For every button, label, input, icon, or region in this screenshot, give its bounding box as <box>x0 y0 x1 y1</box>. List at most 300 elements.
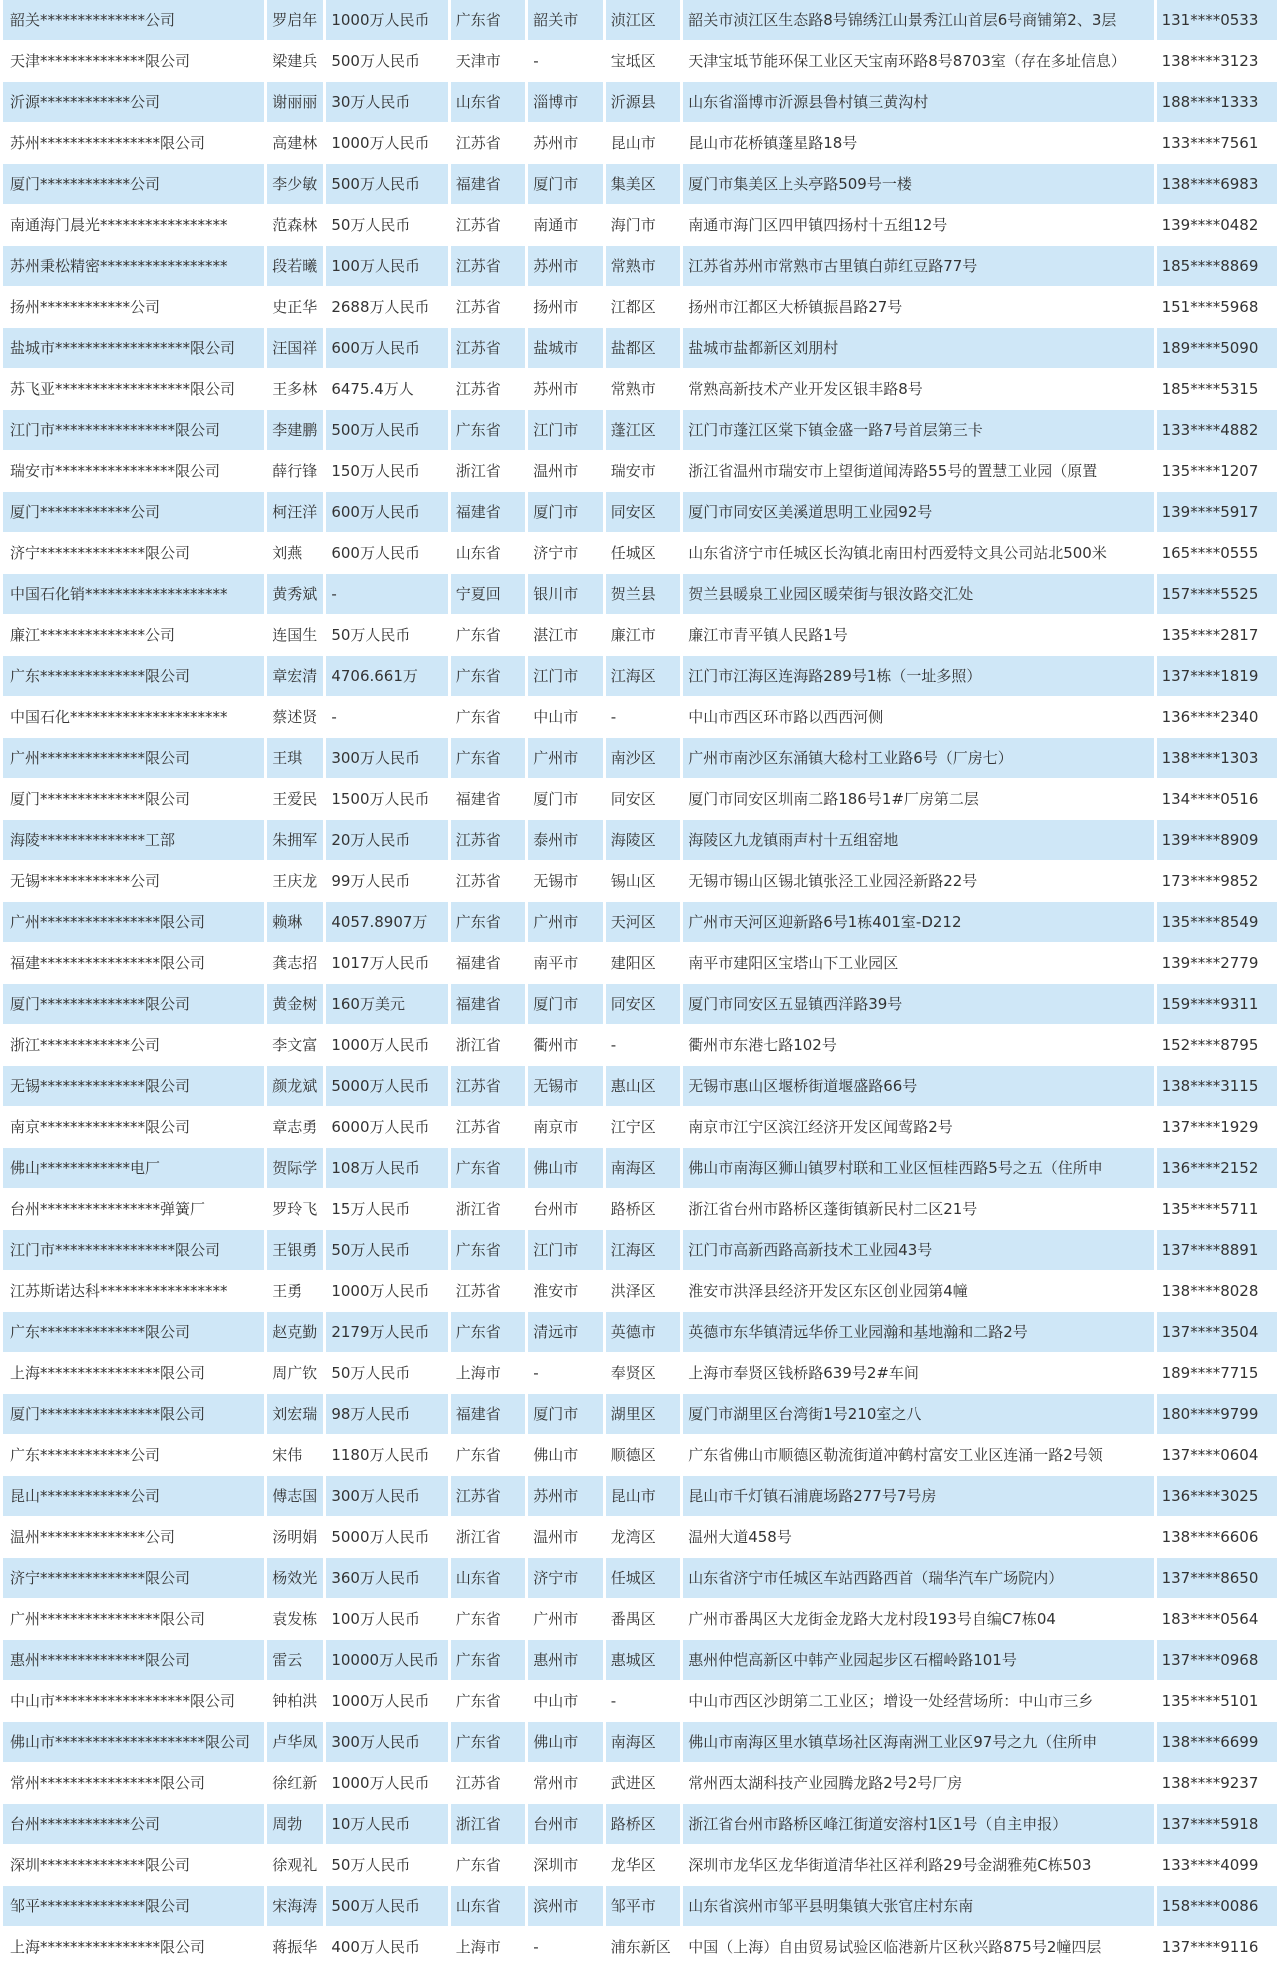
district-cell: 邹平市 <box>606 1886 680 1927</box>
table-row <box>3 1353 1277 1394</box>
phone-cell: 133****7561 <box>1157 123 1277 164</box>
legal-person-cell: 王银勇 <box>267 1230 323 1271</box>
address-cell: 山东省滨州市邹平县明集镇大张官庄村东南 <box>683 1886 1153 1927</box>
address-cell: 廉江市青平镇人民路1号 <box>683 615 1153 656</box>
legal-person-cell: 龚志招 <box>267 943 323 984</box>
district-cell: 同安区 <box>606 984 680 1025</box>
phone-cell: 136****2340 <box>1157 697 1277 738</box>
district-cell: 龙湾区 <box>606 1517 680 1558</box>
company-name-cell: 广州****************限公司 <box>3 902 264 943</box>
phone-cell: 137****1929 <box>1157 1107 1277 1148</box>
legal-person-cell: 罗启年 <box>267 0 323 41</box>
address-cell: 广东省佛山市顺德区勒流街道冲鹤村富安工业区连涌一路2号领 <box>683 1435 1153 1476</box>
district-cell: 昆山市 <box>606 1476 680 1517</box>
registered-capital-cell: 1000万人民币 <box>326 1763 447 1804</box>
province-cell: 山东省 <box>451 82 525 123</box>
province-cell: 江苏省 <box>451 1066 525 1107</box>
phone-cell: 165****0555 <box>1157 533 1277 574</box>
city-cell: 南京市 <box>528 1107 602 1148</box>
table-row <box>3 1886 1277 1927</box>
address-cell: 贺兰县暖泉工业园区暖荣街与银汝路交汇处 <box>683 574 1153 615</box>
table-row <box>3 1763 1277 1804</box>
phone-cell: 137****0604 <box>1157 1435 1277 1476</box>
registered-capital-cell: 500万人民币 <box>326 410 447 451</box>
company-name-cell: 常州****************限公司 <box>3 1763 264 1804</box>
city-cell: 清远市 <box>528 1312 602 1353</box>
province-cell: 江苏省 <box>451 205 525 246</box>
address-cell: 衢州市东港七路102号 <box>683 1025 1153 1066</box>
company-name-cell: 上海****************限公司 <box>3 1353 264 1394</box>
city-cell: 苏州市 <box>528 123 602 164</box>
legal-person-cell: 柯汪洋 <box>267 492 323 533</box>
district-cell: 贺兰县 <box>606 574 680 615</box>
address-cell: 江门市蓬江区棠下镇金盛一路7号首层第三卡 <box>683 410 1153 451</box>
address-cell: 无锡市惠山区堰桥街道堰盛路66号 <box>683 1066 1153 1107</box>
phone-cell: 189****7715 <box>1157 1353 1277 1394</box>
registered-capital-cell: 108万人民币 <box>326 1148 447 1189</box>
phone-cell: 133****4882 <box>1157 410 1277 451</box>
city-cell: 广州市 <box>528 738 602 779</box>
company-name-cell: 济宁**************限公司 <box>3 1558 264 1599</box>
company-name-cell: 深圳**************限公司 <box>3 1845 264 1886</box>
phone-cell: 138****8028 <box>1157 1271 1277 1312</box>
district-cell: 奉贤区 <box>606 1353 680 1394</box>
legal-person-cell: 薛行锋 <box>267 451 323 492</box>
table-row <box>3 1640 1277 1681</box>
registered-capital-cell: 10000万人民币 <box>326 1640 447 1681</box>
city-cell: 广州市 <box>528 1599 602 1640</box>
city-cell: 佛山市 <box>528 1148 602 1189</box>
registered-capital-cell: 10万人民币 <box>326 1804 447 1845</box>
phone-cell: 138****6606 <box>1157 1517 1277 1558</box>
province-cell: 广东省 <box>451 1435 525 1476</box>
table-row <box>3 1476 1277 1517</box>
district-cell: 浈江区 <box>606 0 680 41</box>
province-cell: 广东省 <box>451 1312 525 1353</box>
company-name-cell: 厦门************公司 <box>3 492 264 533</box>
city-cell: 厦门市 <box>528 164 602 205</box>
legal-person-cell: 王爱民 <box>267 779 323 820</box>
address-cell: 浙江省温州市瑞安市上望街道闻涛路55号的置慧工业园（原置 <box>683 451 1153 492</box>
province-cell: 广东省 <box>451 1845 525 1886</box>
legal-person-cell: 王勇 <box>267 1271 323 1312</box>
legal-person-cell: 李少敏 <box>267 164 323 205</box>
phone-cell: 137****8650 <box>1157 1558 1277 1599</box>
company-name-cell: 厦门**************限公司 <box>3 779 264 820</box>
province-cell: 山东省 <box>451 1558 525 1599</box>
province-cell: 宁夏回 <box>451 574 525 615</box>
legal-person-cell: 赵克勤 <box>267 1312 323 1353</box>
address-cell: 昆山市千灯镇石浦鹿场路277号7号房 <box>683 1476 1153 1517</box>
city-cell: 厦门市 <box>528 492 602 533</box>
legal-person-cell: 段若曦 <box>267 246 323 287</box>
legal-person-cell: 刘燕 <box>267 533 323 574</box>
registered-capital-cell: 98万人民币 <box>326 1394 447 1435</box>
table-row <box>3 1722 1277 1763</box>
table-row <box>3 1189 1277 1230</box>
city-cell: 江门市 <box>528 410 602 451</box>
company-name-cell: 上海****************限公司 <box>3 1927 264 1968</box>
city-cell: 济宁市 <box>528 1558 602 1599</box>
phone-cell: 139****2779 <box>1157 943 1277 984</box>
address-cell: 浙江省台州市路桥区蓬街镇新民村二区21号 <box>683 1189 1153 1230</box>
district-cell: - <box>606 1025 680 1066</box>
phone-cell: 135****1207 <box>1157 451 1277 492</box>
phone-cell: 139****0482 <box>1157 205 1277 246</box>
district-cell: 惠山区 <box>606 1066 680 1107</box>
district-cell: 建阳区 <box>606 943 680 984</box>
phone-cell: 136****2152 <box>1157 1148 1277 1189</box>
company-name-cell: 苏州****************限公司 <box>3 123 264 164</box>
table-row <box>3 1927 1277 1968</box>
district-cell: 武进区 <box>606 1763 680 1804</box>
phone-cell: 158****0086 <box>1157 1886 1277 1927</box>
phone-cell: 137****5918 <box>1157 1804 1277 1845</box>
province-cell: 福建省 <box>451 164 525 205</box>
legal-person-cell: 王庆龙 <box>267 861 323 902</box>
company-name-cell: 福建****************限公司 <box>3 943 264 984</box>
legal-person-cell: 汪国祥 <box>267 328 323 369</box>
legal-person-cell: 章志勇 <box>267 1107 323 1148</box>
phone-cell: 131****0533 <box>1157 0 1277 41</box>
company-name-cell: 厦门************公司 <box>3 164 264 205</box>
city-cell: 常州市 <box>528 1763 602 1804</box>
registered-capital-cell: 1500万人民币 <box>326 779 447 820</box>
legal-person-cell: 徐红新 <box>267 1763 323 1804</box>
district-cell: 南海区 <box>606 1148 680 1189</box>
province-cell: 广东省 <box>451 0 525 41</box>
district-cell: - <box>606 1681 680 1722</box>
address-cell: 海陵区九龙镇雨声村十五组窑地 <box>683 820 1153 861</box>
district-cell: 廉江市 <box>606 615 680 656</box>
city-cell: 中山市 <box>528 697 602 738</box>
table-row <box>3 779 1277 820</box>
registered-capital-cell: 150万人民币 <box>326 451 447 492</box>
registered-capital-cell: 50万人民币 <box>326 205 447 246</box>
legal-person-cell: 袁发栋 <box>267 1599 323 1640</box>
legal-person-cell: 刘宏瑞 <box>267 1394 323 1435</box>
district-cell: 江海区 <box>606 656 680 697</box>
table-row <box>3 1271 1277 1312</box>
district-cell: 南海区 <box>606 1722 680 1763</box>
company-name-cell: 厦门****************限公司 <box>3 1394 264 1435</box>
registered-capital-cell: 2179万人民币 <box>326 1312 447 1353</box>
table-row <box>3 984 1277 1025</box>
company-name-cell: 苏飞亚******************限公司 <box>3 369 264 410</box>
table-row <box>3 1066 1277 1107</box>
address-cell: 佛山市南海区狮山镇罗村联和工业区恒桂西路5号之五（住所申 <box>683 1148 1153 1189</box>
legal-person-cell: 黄秀斌 <box>267 574 323 615</box>
address-cell: 昆山市花桥镇蓬星路18号 <box>683 123 1153 164</box>
legal-person-cell: 钟柏洪 <box>267 1681 323 1722</box>
phone-cell: 135****2817 <box>1157 615 1277 656</box>
city-cell: 厦门市 <box>528 1394 602 1435</box>
registered-capital-cell: 50万人民币 <box>326 1845 447 1886</box>
district-cell: 南沙区 <box>606 738 680 779</box>
city-cell: 淮安市 <box>528 1271 602 1312</box>
phone-cell: 188****1333 <box>1157 82 1277 123</box>
registered-capital-cell: 1000万人民币 <box>326 1025 447 1066</box>
company-name-cell: 韶关**************公司 <box>3 0 264 41</box>
registered-capital-cell: 600万人民币 <box>326 492 447 533</box>
table-row <box>3 1845 1277 1886</box>
legal-person-cell: 宋海涛 <box>267 1886 323 1927</box>
registered-capital-cell: 4057.8907万 <box>326 902 447 943</box>
table-row <box>3 1558 1277 1599</box>
table-row <box>3 1312 1277 1353</box>
district-cell: 任城区 <box>606 533 680 574</box>
legal-person-cell: 周广钦 <box>267 1353 323 1394</box>
company-name-cell: 苏州秉松精密***************** <box>3 246 264 287</box>
registered-capital-cell: 300万人民币 <box>326 1722 447 1763</box>
legal-person-cell: 谢丽丽 <box>267 82 323 123</box>
city-cell: 厦门市 <box>528 779 602 820</box>
table-row <box>3 1681 1277 1722</box>
province-cell: 广东省 <box>451 1599 525 1640</box>
address-cell: 南平市建阳区宝塔山下工业园区 <box>683 943 1153 984</box>
registered-capital-cell: 99万人民币 <box>326 861 447 902</box>
company-name-cell: 佛山************电厂 <box>3 1148 264 1189</box>
province-cell: 江苏省 <box>451 369 525 410</box>
address-cell: 中山市西区环市路以西西河侧 <box>683 697 1153 738</box>
city-cell: 江门市 <box>528 1230 602 1271</box>
city-cell: 佛山市 <box>528 1435 602 1476</box>
phone-cell: 138****9237 <box>1157 1763 1277 1804</box>
province-cell: 广东省 <box>451 615 525 656</box>
phone-cell: 183****0564 <box>1157 1599 1277 1640</box>
legal-person-cell: 周勃 <box>267 1804 323 1845</box>
district-cell: 江都区 <box>606 287 680 328</box>
table-row <box>3 861 1277 902</box>
company-name-cell: 佛山市********************限公司 <box>3 1722 264 1763</box>
registered-capital-cell: 500万人民币 <box>326 164 447 205</box>
city-cell: 广州市 <box>528 902 602 943</box>
legal-person-cell: 赖琳 <box>267 902 323 943</box>
province-cell: 江苏省 <box>451 287 525 328</box>
city-cell: 扬州市 <box>528 287 602 328</box>
address-cell: 厦门市湖里区台湾街1号210室之八 <box>683 1394 1153 1435</box>
city-cell: 苏州市 <box>528 1476 602 1517</box>
registered-capital-cell: 50万人民币 <box>326 1230 447 1271</box>
province-cell: 浙江省 <box>451 451 525 492</box>
registered-capital-cell: 1180万人民币 <box>326 1435 447 1476</box>
registered-capital-cell: 20万人民币 <box>326 820 447 861</box>
phone-cell: 135****5711 <box>1157 1189 1277 1230</box>
address-cell: 厦门市同安区圳南二路186号1#厂房第二层 <box>683 779 1153 820</box>
company-name-cell: 温州**************公司 <box>3 1517 264 1558</box>
table-row <box>3 697 1277 738</box>
table-row <box>3 533 1277 574</box>
address-cell: 广州市南沙区东涌镇大稔村工业路6号（厂房七） <box>683 738 1153 779</box>
table-row <box>3 1148 1277 1189</box>
city-cell: 台州市 <box>528 1804 602 1845</box>
city-cell: 深圳市 <box>528 1845 602 1886</box>
legal-person-cell: 汤明娟 <box>267 1517 323 1558</box>
city-cell: 中山市 <box>528 1681 602 1722</box>
legal-person-cell: 高建林 <box>267 123 323 164</box>
phone-cell: 180****9799 <box>1157 1394 1277 1435</box>
address-cell: 韶关市浈江区生态路8号锦绣江山景秀江山首层6号商铺第2、3层 <box>683 0 1153 41</box>
district-cell: 英德市 <box>606 1312 680 1353</box>
district-cell: 沂源县 <box>606 82 680 123</box>
table-row <box>3 369 1277 410</box>
phone-cell: 185****5315 <box>1157 369 1277 410</box>
registered-capital-cell: 1000万人民币 <box>326 1271 447 1312</box>
province-cell: 浙江省 <box>451 1189 525 1230</box>
legal-person-cell: 杨效光 <box>267 1558 323 1599</box>
address-cell: 江门市江海区连海路289号1栋（一址多照） <box>683 656 1153 697</box>
table-row <box>3 287 1277 328</box>
address-cell: 无锡市锡山区锡北镇张泾工业园泾新路22号 <box>683 861 1153 902</box>
city-cell: 温州市 <box>528 1517 602 1558</box>
registered-capital-cell: 600万人民币 <box>326 328 447 369</box>
phone-cell: 137****8891 <box>1157 1230 1277 1271</box>
province-cell: 江苏省 <box>451 1476 525 1517</box>
address-cell: 天津宝坻节能环保工业区天宝南环路8号8703室（存在多址信息） <box>683 41 1153 82</box>
phone-cell: 135****8549 <box>1157 902 1277 943</box>
registered-capital-cell: 6475.4万人 <box>326 369 447 410</box>
table-row <box>3 492 1277 533</box>
province-cell: 江苏省 <box>451 1271 525 1312</box>
legal-person-cell: 卢华凤 <box>267 1722 323 1763</box>
province-cell: 福建省 <box>451 984 525 1025</box>
province-cell: 广东省 <box>451 1722 525 1763</box>
phone-cell: 152****8795 <box>1157 1025 1277 1066</box>
phone-cell: 138****1303 <box>1157 738 1277 779</box>
address-cell: 广州市天河区迎新路6号1栋401室-D212 <box>683 902 1153 943</box>
table-row <box>3 1230 1277 1271</box>
legal-person-cell: 贺际学 <box>267 1148 323 1189</box>
company-name-cell: 扬州************公司 <box>3 287 264 328</box>
table-row <box>3 1025 1277 1066</box>
legal-person-cell: 王多林 <box>267 369 323 410</box>
company-name-cell: 天津**************限公司 <box>3 41 264 82</box>
company-name-cell: 无锡************公司 <box>3 861 264 902</box>
registered-capital-cell: 100万人民币 <box>326 1599 447 1640</box>
district-cell: 集美区 <box>606 164 680 205</box>
phone-cell: 173****9852 <box>1157 861 1277 902</box>
address-cell: 山东省淄博市沂源县鲁村镇三黄沟村 <box>683 82 1153 123</box>
address-cell: 佛山市南海区里水镇草场社区海南洲工业区97号之九（住所申 <box>683 1722 1153 1763</box>
company-name-cell: 台州************公司 <box>3 1804 264 1845</box>
province-cell: 上海市 <box>451 1353 525 1394</box>
legal-person-cell: 雷云 <box>267 1640 323 1681</box>
province-cell: 上海市 <box>451 1927 525 1968</box>
legal-person-cell: 梁建兵 <box>267 41 323 82</box>
legal-person-cell: 徐观礼 <box>267 1845 323 1886</box>
city-cell: 江门市 <box>528 656 602 697</box>
province-cell: 江苏省 <box>451 1763 525 1804</box>
district-cell: 任城区 <box>606 1558 680 1599</box>
address-cell: 中山市西区沙朗第二工业区；增设一处经营场所：中山市三乡 <box>683 1681 1153 1722</box>
registered-capital-cell: 160万美元 <box>326 984 447 1025</box>
district-cell: 天河区 <box>606 902 680 943</box>
district-cell: 龙华区 <box>606 1845 680 1886</box>
registered-capital-cell: 400万人民币 <box>326 1927 447 1968</box>
province-cell: 江苏省 <box>451 246 525 287</box>
address-cell: 淮安市洪泽县经济开发区东区创业园第4幢 <box>683 1271 1153 1312</box>
address-cell: 南京市江宁区滨江经济开发区闻莺路2号 <box>683 1107 1153 1148</box>
company-name-cell: 济宁**************限公司 <box>3 533 264 574</box>
city-cell: 滨州市 <box>528 1886 602 1927</box>
company-name-cell: 中国石化销******************* <box>3 574 264 615</box>
phone-cell: 137****0968 <box>1157 1640 1277 1681</box>
company-name-cell: 邹平**************限公司 <box>3 1886 264 1927</box>
address-cell: 江苏省苏州市常熟市古里镇白茆红豆路77号 <box>683 246 1153 287</box>
district-cell: 同安区 <box>606 779 680 820</box>
address-cell: 厦门市同安区五显镇西洋路39号 <box>683 984 1153 1025</box>
district-cell: 江海区 <box>606 1230 680 1271</box>
table-row <box>3 82 1277 123</box>
registered-capital-cell: 2688万人民币 <box>326 287 447 328</box>
city-cell: - <box>528 1927 602 1968</box>
table-row <box>3 943 1277 984</box>
address-cell: 广州市番禺区大龙街金龙路大龙村段193号自编C7栋04 <box>683 1599 1153 1640</box>
address-cell: 常州西太湖科技产业园腾龙路2号2号厂房 <box>683 1763 1153 1804</box>
district-cell: 湖里区 <box>606 1394 680 1435</box>
city-cell: 无锡市 <box>528 861 602 902</box>
legal-person-cell: 朱拥军 <box>267 820 323 861</box>
province-cell: 广东省 <box>451 1230 525 1271</box>
registered-capital-cell: 360万人民币 <box>326 1558 447 1599</box>
registered-capital-cell: 50万人民币 <box>326 615 447 656</box>
district-cell: 洪泽区 <box>606 1271 680 1312</box>
phone-cell: 138****6699 <box>1157 1722 1277 1763</box>
province-cell: 江苏省 <box>451 328 525 369</box>
province-cell: 广东省 <box>451 738 525 779</box>
legal-person-cell: 黄金树 <box>267 984 323 1025</box>
company-name-cell: 广东************公司 <box>3 1435 264 1476</box>
address-cell: 深圳市龙华区龙华街道清华社区祥利路29号金湖雅苑C栋503 <box>683 1845 1153 1886</box>
registered-capital-cell: 1000万人民币 <box>326 123 447 164</box>
district-cell: 瑞安市 <box>606 451 680 492</box>
province-cell: 广东省 <box>451 902 525 943</box>
registered-capital-cell: - <box>326 697 447 738</box>
city-cell: 南平市 <box>528 943 602 984</box>
company-name-cell: 惠州**************限公司 <box>3 1640 264 1681</box>
table-row <box>3 246 1277 287</box>
company-name-cell: 盐城市******************限公司 <box>3 328 264 369</box>
province-cell: 浙江省 <box>451 1025 525 1066</box>
district-cell: 常熟市 <box>606 369 680 410</box>
company-name-cell: 浙江************公司 <box>3 1025 264 1066</box>
company-name-cell: 江门市****************限公司 <box>3 410 264 451</box>
province-cell: 广东省 <box>451 1681 525 1722</box>
address-cell: 常熟高新技术产业开发区银丰路8号 <box>683 369 1153 410</box>
city-cell: 苏州市 <box>528 369 602 410</box>
district-cell: 顺德区 <box>606 1435 680 1476</box>
table-row <box>3 615 1277 656</box>
table-row <box>3 1107 1277 1148</box>
province-cell: 广东省 <box>451 656 525 697</box>
table-row <box>3 820 1277 861</box>
phone-cell: 133****4099 <box>1157 1845 1277 1886</box>
address-cell: 山东省济宁市任城区车站西路西首（瑞华汽车广场院内） <box>683 1558 1153 1599</box>
province-cell: 广东省 <box>451 410 525 451</box>
table-row <box>3 1517 1277 1558</box>
address-cell: 上海市奉贤区钱桥路639号2#车间 <box>683 1353 1153 1394</box>
district-cell: 锡山区 <box>606 861 680 902</box>
phone-cell: 135****5101 <box>1157 1681 1277 1722</box>
district-cell: 江宁区 <box>606 1107 680 1148</box>
legal-person-cell: 连国生 <box>267 615 323 656</box>
city-cell: - <box>528 41 602 82</box>
city-cell: 泰州市 <box>528 820 602 861</box>
district-cell: 同安区 <box>606 492 680 533</box>
registered-capital-cell: 600万人民币 <box>326 533 447 574</box>
company-name-cell: 南京**************限公司 <box>3 1107 264 1148</box>
company-name-cell: 沂源************公司 <box>3 82 264 123</box>
